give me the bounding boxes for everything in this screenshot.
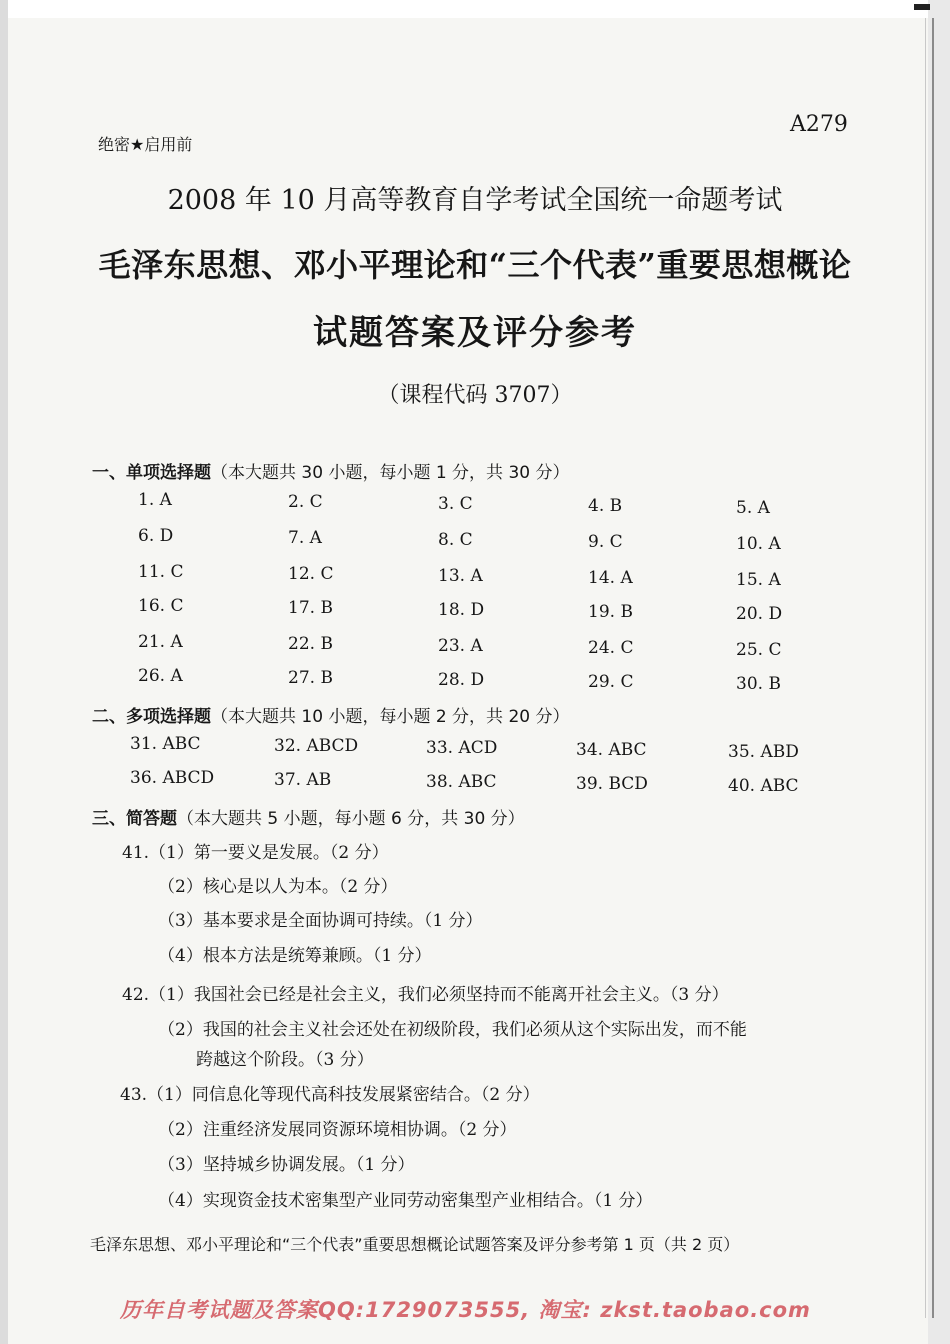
answer-line: 43.（1）同信息化等现代高科技发展紧密结合。（2 分）	[120, 1085, 540, 1105]
single-choice-answer: 24. C	[588, 638, 634, 658]
single-choice-answer: 1. A	[138, 490, 172, 510]
multiple-choice-answer: 38. ABC	[426, 772, 497, 792]
single-choice-answer: 6. D	[138, 526, 174, 546]
answer-line: （2）核心是以人为本。（2 分）	[158, 877, 398, 897]
multiple-choice-answer: 36. ABCD	[130, 768, 215, 788]
section-title: 二、多项选择题	[92, 707, 211, 727]
exam-title: 2008 年 10 月高等教育自学考试全国统一命题考试	[167, 185, 783, 216]
multiple-choice-answer: 35. ABD	[728, 742, 799, 762]
single-choice-answer: 26. A	[138, 666, 183, 686]
single-choice-answer: 3. C	[438, 494, 473, 514]
single-choice-answer: 4. B	[588, 496, 623, 516]
single-choice-answer: 15. A	[736, 570, 781, 590]
single-choice-answer: 10. A	[736, 534, 781, 554]
answer-line: 42.（1）我国社会已经是社会主义，我们必须坚持而不能离开社会主义。（3 分）	[122, 985, 729, 1005]
single-choice-answer: 5. A	[736, 498, 770, 518]
single-choice-answer: 16. C	[138, 596, 184, 616]
document-title: 试题答案及评分参考	[313, 313, 637, 353]
single-choice-answer: 8. C	[438, 530, 473, 550]
answer-line: （2）注重经济发展同资源环境相协调。（2 分）	[158, 1120, 517, 1140]
section-note: （本大题共 10 小题，每小题 2 分，共 20 分）	[211, 707, 570, 727]
answer-line: 41.（1）第一要义是发展。（2 分）	[122, 843, 389, 863]
single-choice-answer: 23. A	[438, 636, 483, 656]
single-choice-answer: 11. C	[138, 562, 184, 582]
single-choice-answer: 18. D	[438, 600, 485, 620]
single-choice-answer: 21. A	[138, 632, 183, 652]
single-choice-answer: 2. C	[288, 492, 323, 512]
single-choice-answer: 20. D	[736, 604, 783, 624]
answer-line: （2）我国的社会主义社会还处在初级阶段，我们必须从这个实际出发，而不能	[158, 1020, 747, 1040]
single-choice-answer: 7. A	[288, 528, 322, 548]
paper-code: A279	[790, 112, 848, 137]
scan-edge-top	[0, 0, 950, 18]
single-choice-answer: 19. B	[588, 602, 633, 622]
answer-line: （3）坚持城乡协调发展。（1 分）	[158, 1155, 415, 1175]
single-choice-answer: 14. A	[588, 568, 633, 588]
corner-mark	[914, 4, 930, 10]
multiple-choice-answer: 31. ABC	[130, 734, 201, 754]
answer-line: （4）实现资金技术密集型产业同劳动密集型产业相结合。（1 分）	[158, 1191, 653, 1211]
single-choice-answer: 9. C	[588, 532, 623, 552]
multiple-choice-answer: 39. BCD	[576, 774, 648, 794]
section-title: 三、简答题	[92, 809, 177, 829]
answer-line: 跨越这个阶段。（3 分）	[196, 1050, 374, 1070]
course-code: （课程代码 3707）	[377, 383, 573, 408]
single-choice-answer: 25. C	[736, 640, 782, 660]
section-heading-short-answer	[92, 804, 525, 829]
single-choice-answer: 12. C	[288, 564, 334, 584]
single-choice-answer: 13. A	[438, 566, 483, 586]
answer-line: （3）基本要求是全面协调可持续。（1 分）	[158, 911, 483, 931]
section-heading-multiple-choice	[92, 702, 570, 727]
confidential-label: 绝密★启用前	[98, 135, 193, 154]
watermark: 历年自考试题及答案QQ:1729073555, 淘宝: zkst.taobao.com	[120, 1298, 811, 1322]
multiple-choice-answer: 32. ABCD	[274, 736, 359, 756]
section-title: 一、单项选择题	[92, 463, 211, 483]
multiple-choice-answer: 37. AB	[274, 770, 332, 790]
single-choice-answer: 17. B	[288, 598, 333, 618]
single-choice-answer: 30. B	[736, 674, 781, 694]
section-heading-single-choice	[92, 458, 570, 483]
multiple-choice-answer: 40. ABC	[728, 776, 799, 796]
section-note: （本大题共 5 小题，每小题 6 分，共 30 分）	[177, 809, 525, 829]
answer-line: （4）根本方法是统筹兼顾。（1 分）	[158, 946, 432, 966]
single-choice-answer: 29. C	[588, 672, 634, 692]
single-choice-answer: 28. D	[438, 670, 485, 690]
course-title: 毛泽东思想、邓小平理论和“三个代表”重要思想概论	[98, 246, 852, 284]
multiple-choice-answer: 33. ACD	[426, 738, 498, 758]
section-note: （本大题共 30 小题，每小题 1 分，共 30 分）	[211, 463, 570, 483]
single-choice-answer: 22. B	[288, 634, 333, 654]
page-footer: 毛泽东思想、邓小平理论和“三个代表”重要思想概论试题答案及评分参考第 1 页（共 2 页）	[90, 1235, 740, 1254]
single-choice-answer: 27. B	[288, 668, 333, 688]
multiple-choice-answer: 34. ABC	[576, 740, 647, 760]
